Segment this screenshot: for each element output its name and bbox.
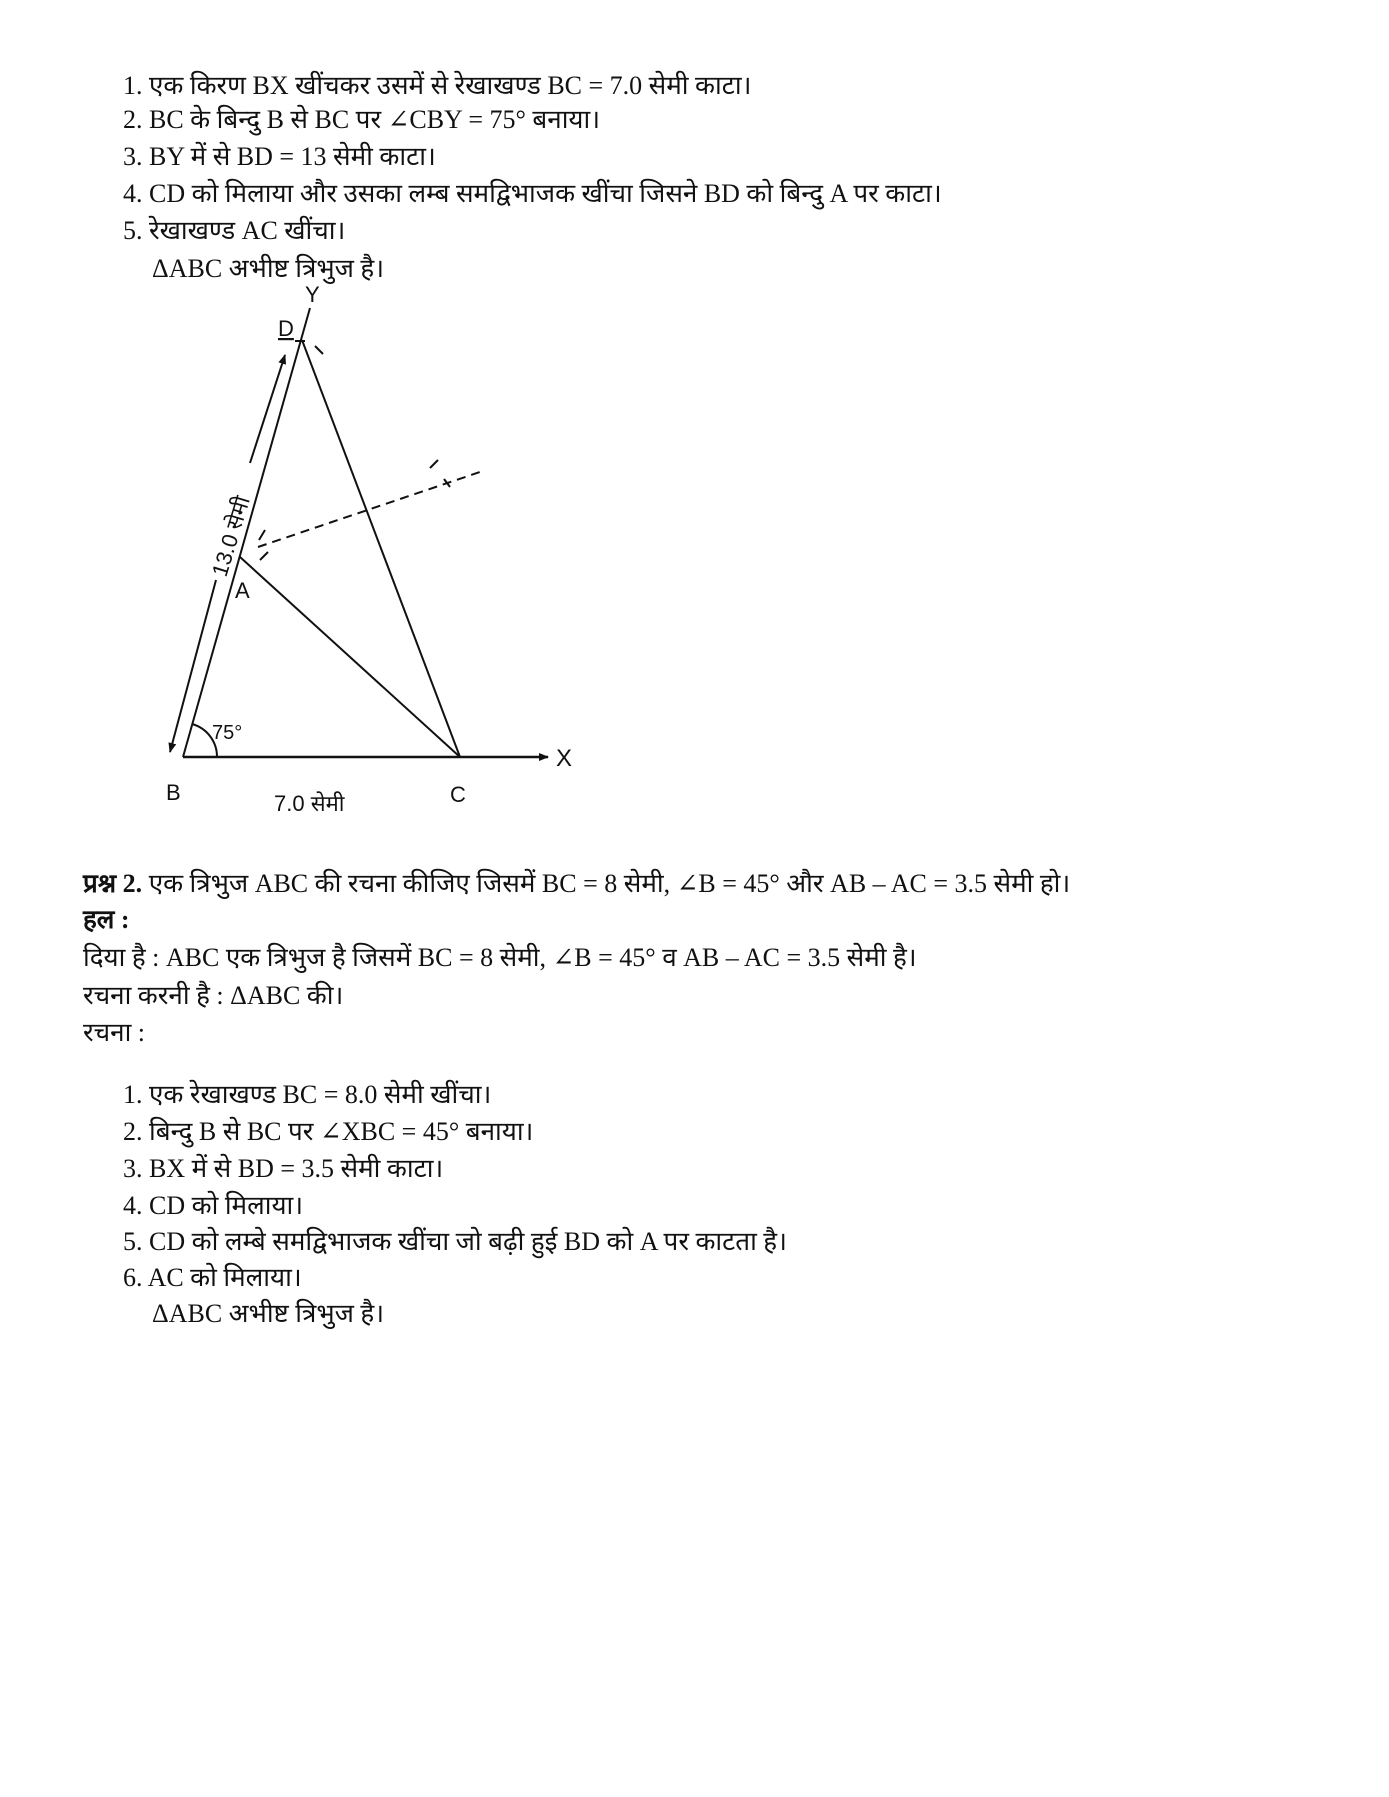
segment-cd bbox=[302, 340, 460, 757]
q2-step-1: 1. एक रेखाखण्ड BC = 8.0 सेमी खींचा। bbox=[123, 1080, 492, 1109]
label-b: B bbox=[166, 780, 181, 805]
angle-label: 75° bbox=[212, 722, 243, 744]
conclusion: ΔABC अभीष्ट त्रिभुज है। bbox=[152, 254, 385, 283]
segment-ac bbox=[240, 557, 460, 757]
q2-step-3: 3. BX में से BD = 3.5 सेमी काटा। bbox=[123, 1154, 444, 1183]
q2-step-6: 6. AC को मिलाया। bbox=[123, 1263, 302, 1292]
to-construct: रचना करनी है : ΔABC की। bbox=[83, 981, 344, 1010]
label-c: C bbox=[450, 782, 466, 807]
q2-step-5: 5. CD को लम्बे समद्विभाजक खींचा जो बढ़ी हुई BD को A पर काटता है। bbox=[123, 1227, 787, 1256]
bd-dimension-upper bbox=[250, 355, 285, 463]
step-3: 3. BY में से BD = 13 सेमी काटा। bbox=[123, 142, 436, 171]
question-2 bbox=[83, 869, 1070, 899]
label-a: A bbox=[235, 578, 250, 603]
bd-length-label: 13.0 सेमी bbox=[206, 493, 255, 580]
step-2: 2. BC के बिन्दु B से BC पर ∠CBY = 75° बनाया। bbox=[123, 105, 601, 134]
q2-step-4: 4. CD को मिलाया। bbox=[123, 1191, 304, 1220]
step-1: 1. एक किरण BX खींचकर उसमें से रेखाखण्ड BC = 7.0 सेमी काटा। bbox=[123, 71, 752, 100]
construction-label: रचना : bbox=[83, 1018, 146, 1047]
solution-label: हल : bbox=[83, 905, 130, 934]
arc-marks bbox=[259, 341, 450, 560]
question-text: एक त्रिभुज ABC की रचना कीजिए जिसमें BC = 8 सेमी, ∠B = 45° और AB – AC = 3.5 सेमी हो। bbox=[142, 869, 1071, 898]
q2-conclusion: ΔABC अभीष्ट त्रिभुज है। bbox=[152, 1299, 385, 1328]
step-4: 4. CD को मिलाया और उसका लम्ब समद्विभाजक खींचा जिसने BD को बिन्दु A पर काटा। bbox=[123, 179, 942, 208]
step-5: 5. रेखाखण्ड AC खींचा। bbox=[123, 216, 346, 245]
ray-by bbox=[183, 308, 310, 757]
label-d: D bbox=[278, 316, 294, 341]
label-x: X bbox=[556, 745, 573, 772]
given: दिया है : ABC एक त्रिभुज है जिसमें BC = 8 सेमी, ∠B = 45° व AB – AC = 3.5 सेमी है। bbox=[83, 943, 917, 972]
q2-step-2: 2. बिन्दु B से BC पर ∠XBC = 45° बनाया। bbox=[123, 1117, 534, 1146]
question-number: प्रश्न 2. bbox=[83, 869, 143, 898]
bc-length-label: 7.0 सेमी bbox=[274, 791, 345, 816]
label-y: Y bbox=[305, 282, 320, 307]
